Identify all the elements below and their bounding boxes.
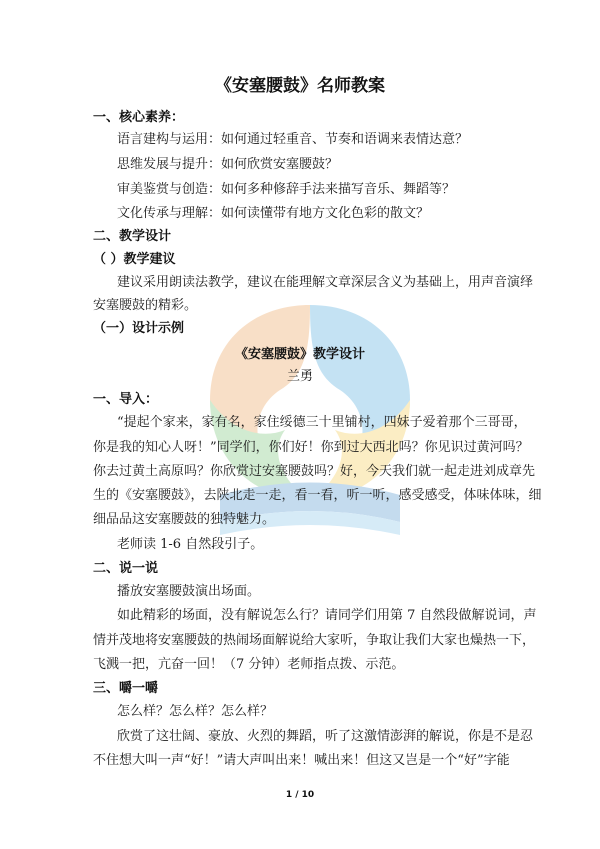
intro-line: 细品品这安塞腰鼓的独特魅力。 — [93, 512, 276, 527]
say-section-heading: 二、说一说 — [93, 561, 159, 576]
design-title: 《安塞腰鼓》教学设计 — [234, 347, 365, 362]
suggestion-line: 建议采用朗读法教学，建议在能理解文章深层含义为基础上，用声音演绎 — [117, 275, 534, 290]
page-number: 1 / 10 — [285, 790, 315, 800]
chew-section-heading: 三、嚼一嚼 — [93, 681, 159, 696]
core-literacy-item: 文化传承与理解：如何读懂带有地方文化色彩的散文？ — [117, 206, 430, 221]
chew-line: 欣赏了这壮阔、豪放、火烈的舞蹈，听了这激情澎湃的解说，你是不是忍 — [117, 729, 534, 744]
core-literacy-item: 语言建构与运用：如何通过轻重音、节奏和语调来表情达意？ — [117, 132, 469, 147]
say-line: 如此精彩的场面，没有解说怎么行？请同学们用第 7 自然段做解说词，声 — [117, 608, 537, 623]
intro-line: 你去过黄土高原吗？你欣赏过安塞腰鼓吗？好，今天我们就一起走进刘成章先 — [93, 464, 536, 479]
say-line: 播放安塞腰鼓演出场面。 — [117, 584, 261, 599]
say-line: 情并茂地将安塞腰鼓的热闹场面解说给大家听，争取让我们大家也燥热一下， — [93, 633, 536, 648]
say-line: 飞溅一把，亢奋一回！（7 分钟）老师指点拨、示范。 — [93, 657, 405, 672]
intro-line: 你是我的知心人呀！”同学们，你们好！你到过大西北吗？你见识过黄河吗？ — [93, 440, 529, 455]
design-example-heading: （一）设计示例 — [93, 321, 185, 336]
teaching-suggestion-heading: （ ）教学建议 — [93, 252, 176, 267]
suggestion-line: 安塞腰鼓的精彩。 — [93, 298, 198, 313]
chew-line: 怎么样？怎么样？怎么样？ — [117, 704, 274, 719]
core-literacy-item: 思维发展与提升：如何欣赏安塞腰鼓？ — [117, 157, 339, 172]
section-core-literacy-heading: 一、核心素养： — [93, 110, 185, 125]
intro-line: 生的《安塞腰鼓》，去陕北走一走，看一看，听一听，感受感受，体味体味，细 — [93, 488, 542, 503]
core-literacy-item: 审美鉴赏与创造：如何多种修辞手法来描写音乐、舞蹈等？ — [117, 182, 456, 197]
intro-line: 老师读 1-6 自然段引子。 — [117, 537, 264, 552]
page-title: 《安塞腰鼓》名师教案 — [215, 76, 385, 96]
author-name: 兰勇 — [286, 369, 313, 384]
chew-line: 不住想大叫一声“好！”请大声叫出来！喊出来！但这又岂是一个“好”字能 — [93, 753, 510, 768]
intro-heading: 一、导入： — [93, 392, 159, 407]
section-teaching-design-heading: 二、教学设计 — [93, 229, 172, 244]
intro-line: “提起个家来，家有名，家住绥德三十里铺村，四妹子爱着那个三哥哥， — [117, 415, 527, 430]
